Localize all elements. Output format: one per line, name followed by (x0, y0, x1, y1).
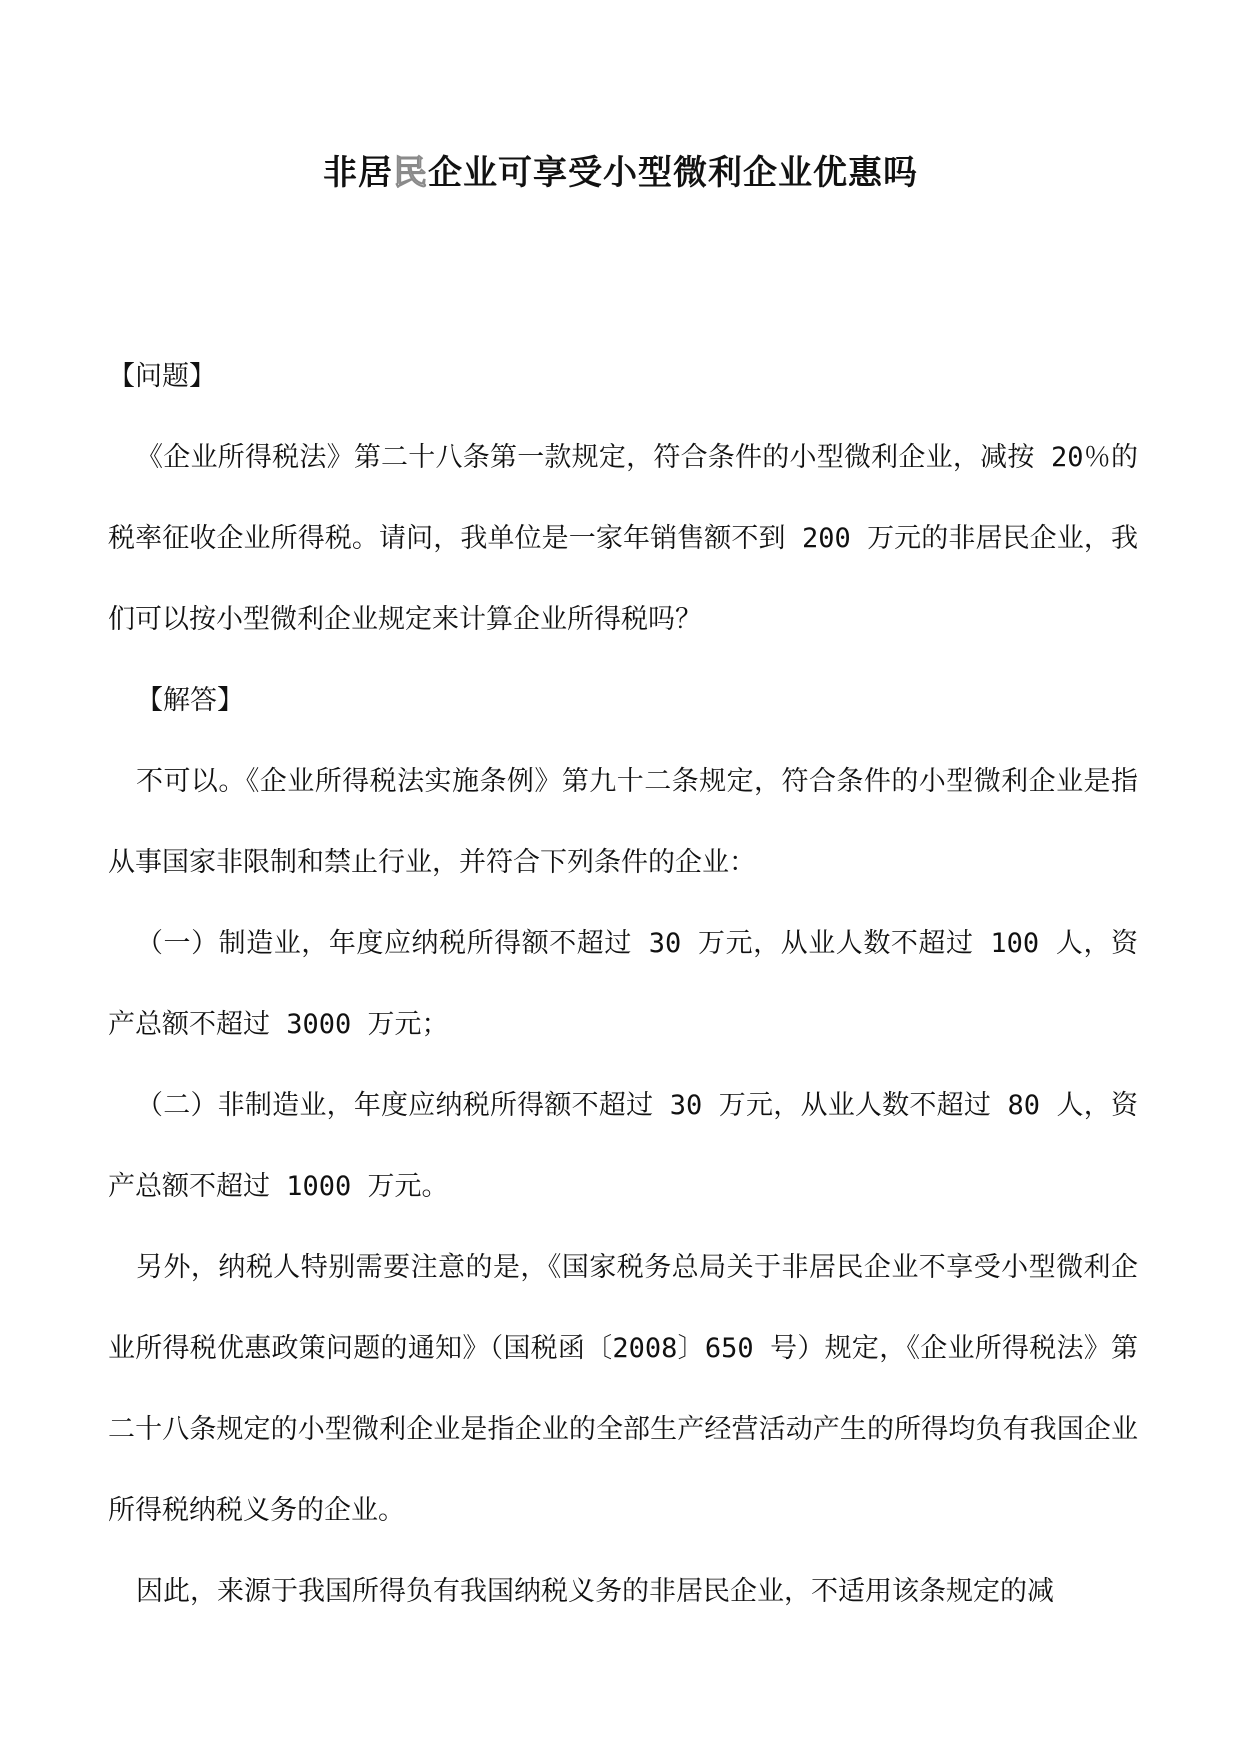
title-part-2: 企业可享受小型微利企业优惠吗 (428, 153, 918, 193)
title-highlight-char: 民 (393, 153, 428, 193)
document-title (0, 150, 1241, 196)
question-heading: 【问题】 (108, 361, 216, 392)
condition-1-paragraph: （一）制造业，年度应纳税所得额不超过 30 万元，从业人数不超过 100 人，资产总额不超过 3000 万元； (108, 928, 1139, 1040)
title-part-1: 非居 (323, 153, 393, 193)
answer-heading: 【解答】 (136, 685, 244, 716)
question-paragraph: 《企业所得税法》第二十八条第一款规定，符合条件的小型微利企业，减按 20％的税率征收企业所得税。请问，我单位是一家年销售额不到 200 万元的非居民企业，我们可以按小型微利企业规定来计算企业所得税吗？ (108, 442, 1138, 635)
document-body (108, 336, 1138, 1632)
answer-intro-paragraph: 不可以。《企业所得税法实施条例》第九十二条规定，符合条件的小型微利企业是指从事国家非限制和禁止行业，并符合下列条件的企业： (108, 766, 1138, 878)
conclusion-paragraph: 因此，来源于我国所得负有我国纳税义务的非居民企业，不适用该条规定的减 (136, 1576, 1054, 1607)
condition-2-paragraph: （二）非制造业，年度应纳税所得额不超过 30 万元，从业人数不超过 80 人，资产总额不超过 1000 万元。 (108, 1090, 1138, 1202)
note-paragraph: 另外，纳税人特别需要注意的是，《国家税务总局关于非居民企业不享受小型微利企业所得税优惠政策问题的通知》（国税函〔2008〕650 号）规定，《企业所得税法》第二十八条规定的小型微利企业是指企业的全部生产经营活动产生的所得均负有我国企业所得税纳税义务的企业。 (108, 1252, 1138, 1526)
